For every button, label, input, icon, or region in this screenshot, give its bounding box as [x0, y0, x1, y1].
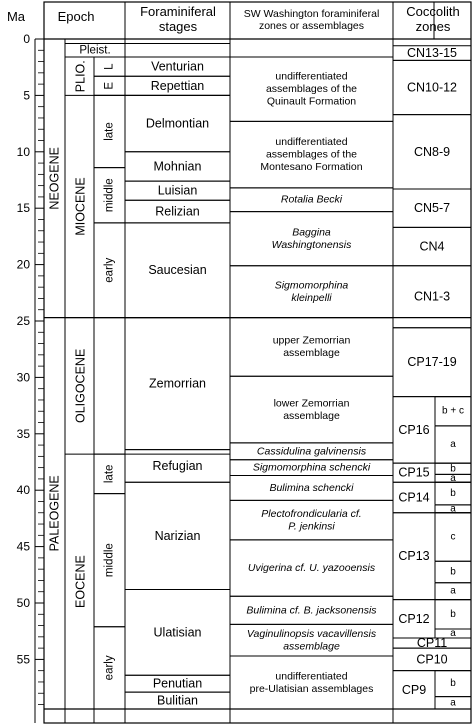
stage-label: Luisian: [157, 183, 198, 198]
coccolith-zone-label: CN1-3: [413, 289, 451, 304]
assemblage-label: Montesano Formation: [260, 161, 363, 174]
coccolith-zone-label: CN4: [419, 239, 445, 254]
assemblage-label: assemblage: [283, 347, 340, 360]
period-label: NEOGENE: [47, 147, 62, 210]
ma-tick-label: 5: [23, 88, 30, 103]
epoch-label: Pleist.: [79, 44, 111, 57]
assemblage-label: undifferentiated: [275, 70, 348, 83]
foram-stages-header-line1: Foraminiferal: [140, 4, 216, 19]
subepoch-label: early: [103, 655, 116, 681]
coccolith-zone-label: CP17-19: [407, 355, 457, 370]
coccolith-zone-label: CP11: [416, 636, 448, 651]
coccolith-subzone-label: a: [450, 439, 456, 451]
assemblage-label: upper Zemorrian: [272, 334, 351, 347]
subepoch-label: early: [103, 257, 116, 283]
ma-tick-label: 10: [16, 144, 30, 159]
subepoch-label: E: [103, 81, 116, 90]
stage-label: Venturian: [151, 59, 204, 74]
coccolith-subzone-label: b: [450, 608, 456, 620]
stage-label: Penutian: [152, 676, 203, 691]
coccolith-zone-label: CP15: [398, 465, 430, 480]
ma-tick-label: 15: [16, 201, 30, 216]
coccolith-subzone-label: a: [450, 627, 456, 639]
epoch-header: Epoch: [57, 9, 95, 24]
coccolith-zone-label: CP14: [398, 490, 430, 505]
stage-label: Zemorrian: [149, 376, 206, 391]
assemblage-label: Washingtonensis: [271, 238, 352, 251]
subepoch-label: L: [103, 63, 116, 70]
assemblage-label: P. jenkinsi: [288, 520, 335, 533]
coccolith-subzone-label: b: [450, 678, 456, 690]
coccolith-header-line1: Coccolith: [406, 4, 460, 19]
assemblage-label: pre-Ulatisian assemblages: [249, 682, 374, 695]
assemblage-label: Bulimina schencki: [269, 481, 354, 494]
ma-tick-label: 25: [16, 314, 30, 328]
coccolith-subzone-label: c: [450, 531, 456, 543]
coccolith-subzone-label: a: [450, 697, 456, 709]
assemblage-label: assemblages of the: [265, 83, 358, 96]
ma-tick-label: 50: [16, 596, 30, 610]
sw-zones-header-line1: SW Washington foraminiferal: [243, 8, 380, 20]
coccolith-subzone-label: b + c: [442, 405, 464, 417]
stage-label: Bulitian: [157, 693, 198, 708]
assemblage-label: Uvigerina cf. U. yazooensis: [247, 562, 376, 575]
ma-tick-label: 20: [16, 257, 30, 272]
assemblage-label: assemblage: [283, 640, 340, 653]
coccolith-zone-label: CN8-9: [413, 144, 451, 159]
subepoch-label: late: [103, 464, 116, 484]
assemblage-label: Baggina: [292, 226, 331, 239]
ma-tick-label: 35: [16, 426, 30, 441]
epoch-label: OLIGOCENE: [73, 348, 88, 424]
coccolith-subzone-label: b: [450, 566, 456, 578]
epoch-label: EOCENE: [73, 555, 88, 608]
assemblage-label: Plectofrondicularia cf.: [261, 507, 362, 520]
assemblage-label: Bulimina cf. B. jacksonensis: [246, 604, 377, 617]
stage-label: Relizian: [155, 204, 200, 219]
assemblage-label: Quinault Formation: [266, 95, 357, 108]
coccolith-subzone-label: b: [450, 463, 456, 475]
coccolith-zone-label: CN13-15: [406, 46, 458, 61]
coccolith-zone-label: CP16: [398, 422, 430, 437]
stage-label: Mohnian: [153, 159, 202, 174]
ma-tick-label: 30: [16, 370, 30, 385]
coccolith-zone-label: CP10: [416, 652, 448, 667]
coccolith-zone-label: CN10-12: [406, 80, 458, 95]
ma-tick-label: 55: [16, 652, 30, 667]
assemblage-label: lower Zemorrian: [273, 397, 350, 410]
coccolith-subzone-label: a: [450, 585, 456, 597]
subepoch-label: middle: [103, 543, 116, 578]
coccolith-header-line2: zones: [415, 18, 451, 34]
assemblage-label: Sigmomorphina: [274, 279, 349, 292]
ma-tick-label: 0: [23, 32, 30, 46]
stage-label: Refugian: [152, 458, 203, 473]
assemblage-label: kleinpelli: [291, 291, 332, 304]
coccolith-zone-label: CP12: [398, 611, 430, 626]
stage-label: Repettian: [150, 78, 205, 93]
coccolith-zone-label: CP9: [401, 682, 427, 697]
coccolith-subzone-label: a: [450, 472, 456, 484]
subepoch-label: late: [103, 122, 116, 141]
ma-tick-label: 40: [16, 483, 30, 498]
coccolith-subzone-label: b: [450, 488, 456, 500]
ma-tick-label: 45: [16, 539, 30, 554]
coccolith-zone-label: CN5-7: [413, 201, 451, 216]
sw-zones-header-line2: zones or assemblages: [258, 20, 365, 33]
ma-header: Ma: [6, 9, 26, 24]
foram-stages-header-line2: stages: [158, 18, 198, 34]
assemblage-label: undifferentiated: [275, 136, 348, 149]
stage-label: Narizian: [154, 528, 201, 543]
epoch-label: MIOCENE: [73, 177, 88, 236]
epoch-label: PLIO.: [73, 60, 88, 93]
assemblage-label: Rotalia Becki: [280, 193, 343, 206]
assemblage-label: Cassidulina galvinensis: [256, 445, 367, 458]
assemblage-label: assemblages of the: [265, 148, 358, 161]
assemblage-label: assemblage: [283, 409, 340, 422]
subepoch-label: middle: [103, 178, 116, 213]
stage-label: Saucesian: [148, 263, 207, 278]
stage-label: Ulatisian: [153, 625, 202, 640]
stage-label: Delmontian: [145, 116, 210, 131]
assemblage-label: Vaginulinopsis vacavillensis: [246, 627, 377, 640]
assemblage-label: Sigmomorphina schencki: [252, 461, 371, 474]
assemblage-label: undifferentiated: [275, 670, 348, 683]
coccolith-zone-label: CP13: [398, 549, 430, 564]
coccolith-subzone-label: a: [450, 503, 456, 515]
period-label: PALEOGENE: [47, 475, 62, 552]
